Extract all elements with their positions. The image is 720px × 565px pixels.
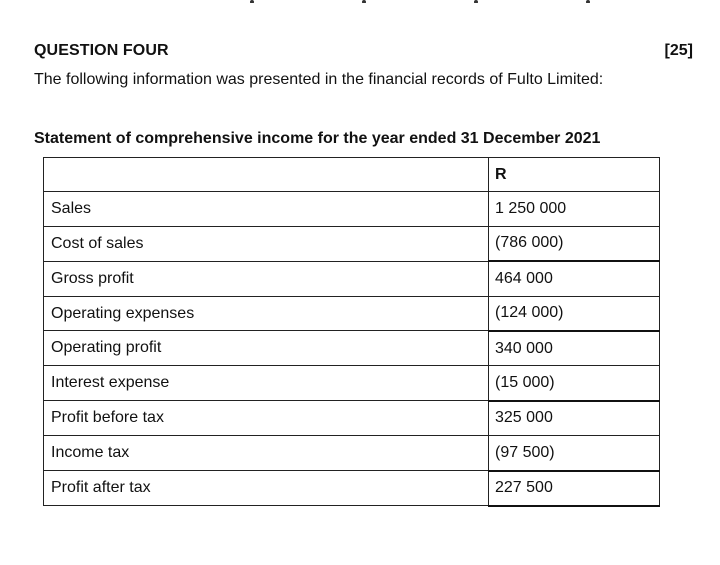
- row-amount: (786 000): [489, 226, 660, 261]
- table-row: [44, 331, 660, 366]
- table-row: [44, 436, 660, 471]
- question-intro: The following information was presented in the financial records of Fulto Limited:: [34, 71, 604, 88]
- table-row: [44, 261, 660, 296]
- table-row: [44, 192, 660, 226]
- question-title: QUESTION FOUR: [34, 42, 169, 59]
- row-label: Profit before tax: [44, 401, 489, 436]
- row-label: Operating expenses: [44, 296, 489, 331]
- currency-header: R: [489, 158, 660, 192]
- cropped-text-line: [250, 0, 700, 3]
- row-amount: 325 000: [489, 401, 660, 436]
- table-header-row: [44, 158, 660, 192]
- table-row: [44, 471, 660, 506]
- row-label: Income tax: [44, 436, 489, 471]
- row-amount: 340 000: [489, 331, 660, 366]
- row-amount: 1 250 000: [489, 192, 660, 226]
- row-label: Gross profit: [44, 261, 489, 296]
- row-amount: 464 000: [489, 261, 660, 296]
- header-label-cell: [44, 158, 489, 192]
- row-label: Operating profit: [44, 331, 489, 366]
- table-row: [44, 401, 660, 436]
- question-marks: [25]: [664, 42, 693, 59]
- row-label: Profit after tax: [44, 471, 489, 506]
- row-amount: (124 000): [489, 296, 660, 331]
- row-label: Sales: [44, 192, 489, 226]
- row-amount: (15 000): [489, 366, 660, 401]
- row-amount: 227 500: [489, 471, 660, 506]
- income-statement-table: [43, 157, 660, 507]
- table-row: [44, 366, 660, 401]
- table-row: [44, 226, 660, 261]
- row-label: Cost of sales: [44, 226, 489, 261]
- table-row: [44, 296, 660, 331]
- row-amount: (97 500): [489, 436, 660, 471]
- row-label: Interest expense: [44, 366, 489, 401]
- statement-title: Statement of comprehensive income for the year ended 31 December 2021: [34, 130, 601, 147]
